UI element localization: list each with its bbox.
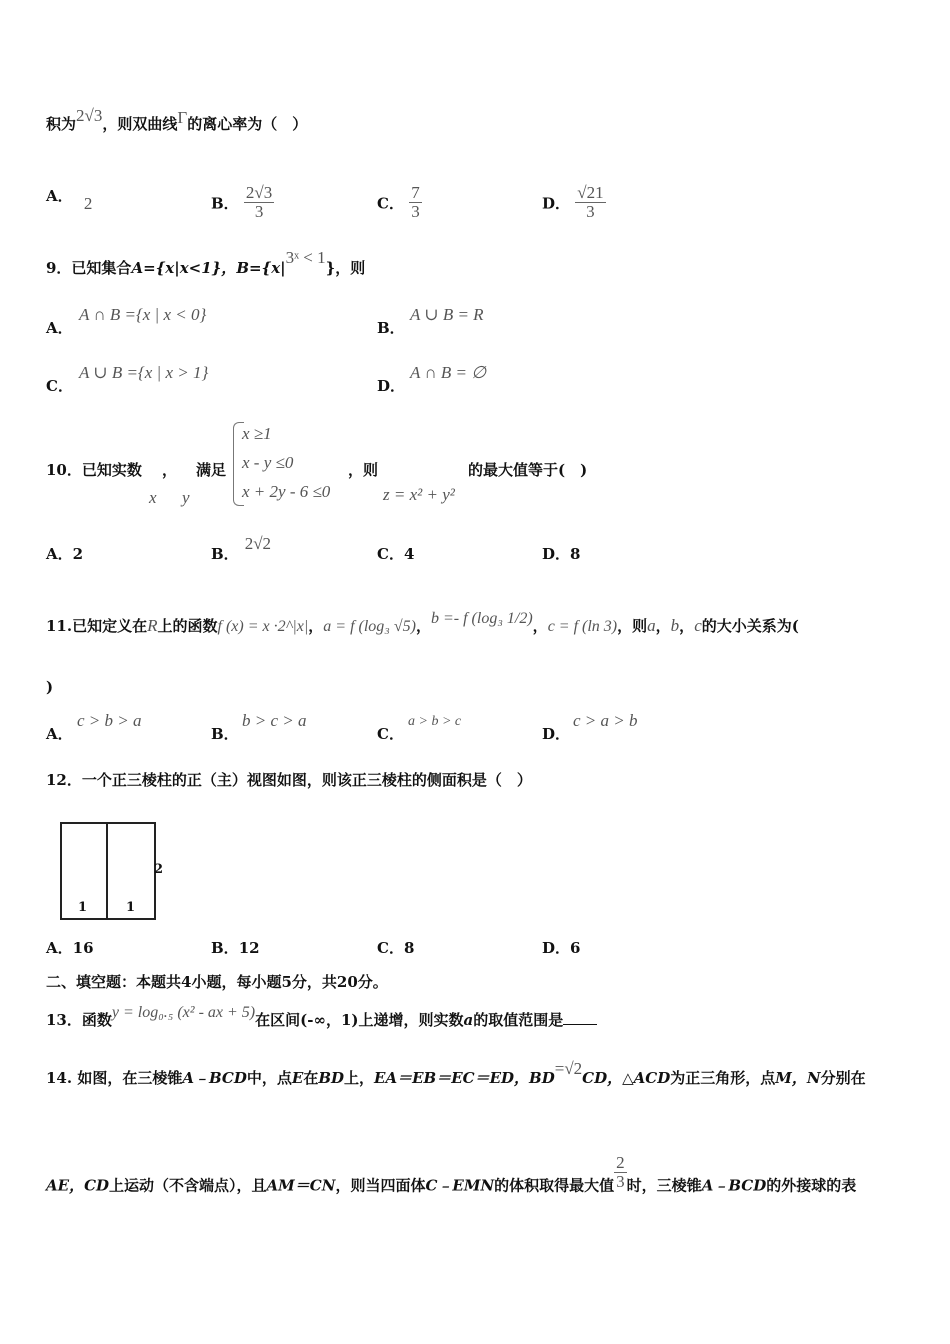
q10-text: ，则 [348,461,379,479]
option-value: 4 [403,545,415,563]
text: 在区间(-∞，1)上递增，则实数 [255,1011,464,1029]
text: 在 [303,1069,319,1087]
text: 11.已知定义在 [46,617,148,635]
text: 分别在 [820,1069,866,1087]
height-label: 2 [154,862,164,877]
expr-2sqrt3: 2√3 [76,106,103,125]
text: 上的函数 [157,617,218,635]
q12-option-b[interactable] [211,938,260,958]
objective-z: z = x² + y² [383,485,455,504]
def-c: c = f (ln 3) [547,618,618,635]
q9-option-b[interactable] [377,305,484,338]
q8-option-a[interactable] [46,186,93,213]
text: M，N [775,1069,821,1087]
option-expr: A ∪ B ={x | x > 1} [79,363,209,382]
sqrt2-expr: =√2 [554,1059,583,1078]
denominator: 3 [616,1172,625,1191]
text: ，则当四面体 [335,1176,426,1195]
option-label: A． [46,319,73,337]
q9-stem [46,248,366,278]
function-expr: y = log₀.₅ (x² - ax + 5) [111,1004,256,1021]
q12-stem: 12．一个正三棱柱的正（主）视图如图，则该正三棱柱的侧面积是（ ） [46,771,532,789]
fraction [575,184,605,221]
option-label: B． [211,725,239,743]
option-expr: c > b > a [77,711,142,730]
var-x: x [149,488,157,507]
option-label: A． [46,545,73,563]
q9-option-a[interactable] [46,305,207,338]
option-label: D． [542,939,571,957]
option-label: B． [211,194,239,213]
text: }，则 [325,259,366,277]
constraint-2: x - y ≤0 [242,453,294,472]
text: C﹣EMN [425,1176,495,1195]
q10-option-b[interactable] [211,534,272,564]
constraint-3: x + 2y - 6 ≤0 [242,482,331,501]
def-a: a = f (log₃ √5) [323,618,416,635]
option-value: 2√2 [244,534,272,553]
q11-option-b[interactable] [211,711,307,744]
option-label: B． [211,545,239,563]
def-b: b =- f (log₃ 1/2) [430,610,533,627]
text: 的大小关系为( [701,617,799,635]
text: 13．函数 [46,1011,112,1029]
q14-line-1 [46,1059,866,1088]
q12-option-d[interactable] [542,938,580,958]
option-label: D． [542,725,571,743]
q10-text: 满足 [196,461,227,479]
fraction [409,184,422,221]
text: A﹣BCD [182,1069,247,1087]
option-value: 2 [72,545,84,563]
text: A﹣BCD [701,1176,767,1195]
set-b: B={x| [236,259,286,277]
option-label: D． [542,545,571,563]
q8-stem-tail [46,106,308,134]
option-expr: A ∩ B ={x | x < 0} [79,305,207,324]
option-value: 8 [403,939,415,957]
option-label: A． [46,939,73,957]
option-label: C． [377,939,404,957]
function-def: f (x) = x ·2^|x| [217,618,309,635]
option-label: C． [377,545,404,563]
option-label: A． [46,725,73,743]
text: ， [415,617,431,635]
q13-stem [46,1004,597,1031]
section-heading: 二、填空题：本题共4小题，每小题5分，共20分。 [46,973,388,991]
option-expr: c > a > b [573,711,638,730]
q10-comma: ， [162,461,178,479]
text: 积为 [46,115,77,133]
dim-label: 1 [78,900,88,915]
fraction-2-3 [614,1154,627,1191]
set-r: R [147,616,158,635]
var-b: b [670,616,680,635]
var-y: y [182,488,190,507]
text: ， [532,617,548,635]
numerator: 2 [616,1153,625,1172]
text: E [291,1069,304,1087]
q8-option-d[interactable] [542,183,606,223]
option-label: D． [377,377,406,395]
q12-option-c[interactable] [377,938,414,958]
text: 14. 如图，在三棱锥 [46,1069,183,1087]
q11-option-c[interactable] [377,714,462,744]
text: 的体积取得最大值 [494,1176,615,1195]
condition: 3ˣ < 1 [285,248,326,267]
option-expr: A ∪ B = R [410,305,484,324]
dim-label: 1 [126,900,136,915]
option-label: C． [377,194,404,213]
q8-option-b[interactable] [211,183,274,223]
text: 的离心率为（ ） [187,115,308,133]
text: ， [679,617,695,635]
numerator: √21 [577,183,604,202]
option-label: B． [377,319,405,337]
text: 9．已知集合 [46,259,132,277]
text: ， [308,617,324,635]
text: 上运动（不含端点），且 [109,1176,267,1195]
q9-option-c[interactable] [46,363,209,396]
q9-option-d[interactable] [377,363,487,396]
q14-line-2 [46,1153,857,1205]
numerator: 2√3 [245,183,273,202]
text: AM＝CN [266,1176,336,1195]
divider-line [106,824,108,918]
var-c: c [694,616,702,635]
q11-option-a[interactable] [46,711,142,744]
constraint-1: x ≥1 [242,424,272,443]
numerator: 7 [411,183,420,202]
var-a: a [647,616,656,635]
text: BD [318,1069,345,1087]
text: 时，三棱锥 [626,1176,702,1195]
q12-option-a[interactable] [46,938,94,958]
text: EA＝EB＝EC＝ED，BD [374,1069,555,1087]
q10-text: 的最大值等于( ) [468,461,588,479]
text: CD，△ACD [582,1069,671,1087]
option-value: 2 [83,194,93,213]
q10-option-c[interactable] [377,544,414,564]
denominator: 3 [254,202,264,221]
option-label: C． [377,725,404,743]
text: ，则双曲线 [102,115,178,133]
fraction [244,184,274,221]
option-label: B． [211,939,239,957]
text: 为正三角形，点 [670,1069,776,1087]
text: 上， [344,1069,375,1087]
text: 的取值范围是 [473,1011,564,1029]
option-value: 16 [72,939,94,957]
set-a: A={x|x<1}， [131,259,237,277]
q11-close-paren: ) [46,678,54,696]
var-a: a [463,1011,474,1029]
option-label: A． [46,187,73,205]
front-view-figure [60,822,156,920]
q8-option-c[interactable] [377,183,422,223]
gamma-symbol: Γ [177,108,188,127]
option-label: C． [46,377,73,395]
answer-blank[interactable] [563,1010,597,1025]
q11-option-d[interactable] [542,711,638,744]
q10-stem: 10．已知实数 [46,461,142,479]
text: ，则 [617,617,648,635]
option-label: D． [542,194,571,213]
option-expr: b > c > a [242,711,307,730]
text: 中，点 [246,1069,292,1087]
text: AE，CD [46,1176,110,1195]
q10-option-a[interactable] [46,544,83,564]
option-value: 12 [238,939,260,957]
option-expr: A ∩ B = ∅ [410,363,487,382]
denominator: 3 [411,202,420,221]
q10-option-d[interactable] [542,544,580,564]
q11-stem [46,610,799,637]
denominator: 3 [586,202,595,221]
option-value: 6 [570,939,581,957]
text: 的外接球的表 [766,1176,857,1195]
text: ， [655,617,671,635]
option-expr: a > b > c [408,714,462,729]
option-value: 8 [570,545,581,563]
